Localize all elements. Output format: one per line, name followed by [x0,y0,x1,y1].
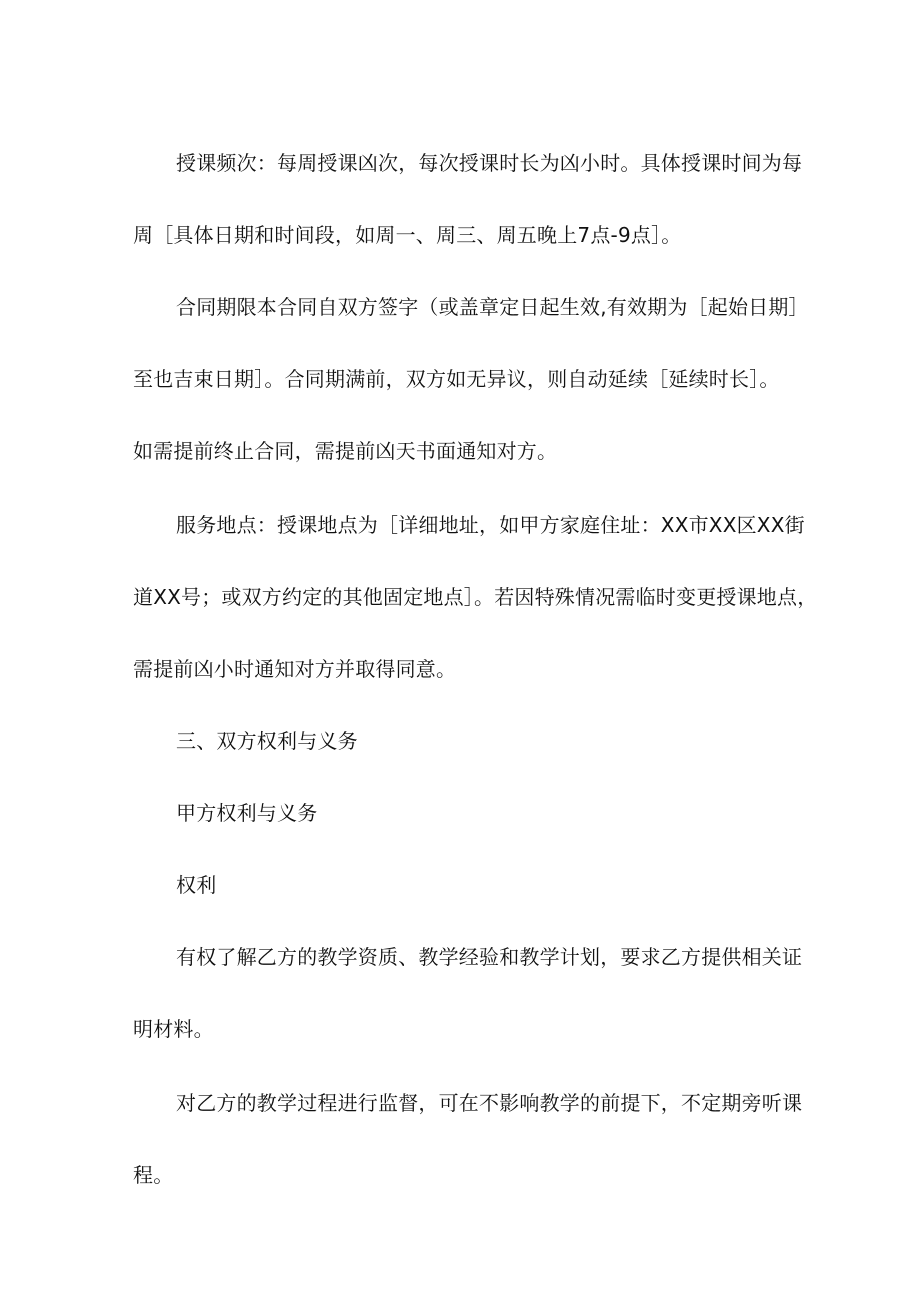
paragraph-right-2-line-1: 对乙方的教学过程进行监督，可在不影响教学的前提下，不定期旁听课 [176,1091,803,1115]
section-heading-rights-obligations: 三、双方权利与义务 [176,729,358,753]
paragraph-contract-term-line-1: 合同期限本合同自双方签字（或盖章定日起生效,有效期为［起始日期］ [176,295,809,319]
paragraph-right-1-line-1: 有权了解乙方的教学资质、教学经验和教学计划，要求乙方提供相关证 [176,945,803,969]
paragraph-service-location-line-3: 需提前凶小时通知对方并取得同意。 [133,657,457,681]
paragraph-teaching-frequency-line-1: 授课频次：每周授课凶次，每次授课时长为凶小时。具体授课时间为每 [176,151,803,175]
paragraph-right-1-line-2: 明材料。 [133,1017,214,1041]
paragraph-service-location-line-2: 道XX号；或双方约定的其他固定地点］。若因特殊情况需临时变更授课地点， [133,585,818,609]
paragraph-right-2-line-2: 程。 [133,1163,174,1187]
paragraph-service-location-line-1: 服务地点：授课地点为［详细地址，如甲方家庭住址：XX市XX区XX街 [176,513,805,537]
subsection-heading-rights: 权利 [176,873,217,897]
paragraph-contract-term-line-3: 如需提前终止合同，需提前凶天书面通知对方。 [133,439,558,463]
paragraph-teaching-frequency-line-2: 周［具体日期和时间段，如周一、周三、周五晚上7点-9点］。 [133,223,682,247]
paragraph-contract-term-line-2: 至也吉束日期］。合同期满前，双方如无异议，则自动延续［延续时长］。 [133,367,780,391]
subsection-heading-party-a: 甲方权利与义务 [176,801,318,825]
